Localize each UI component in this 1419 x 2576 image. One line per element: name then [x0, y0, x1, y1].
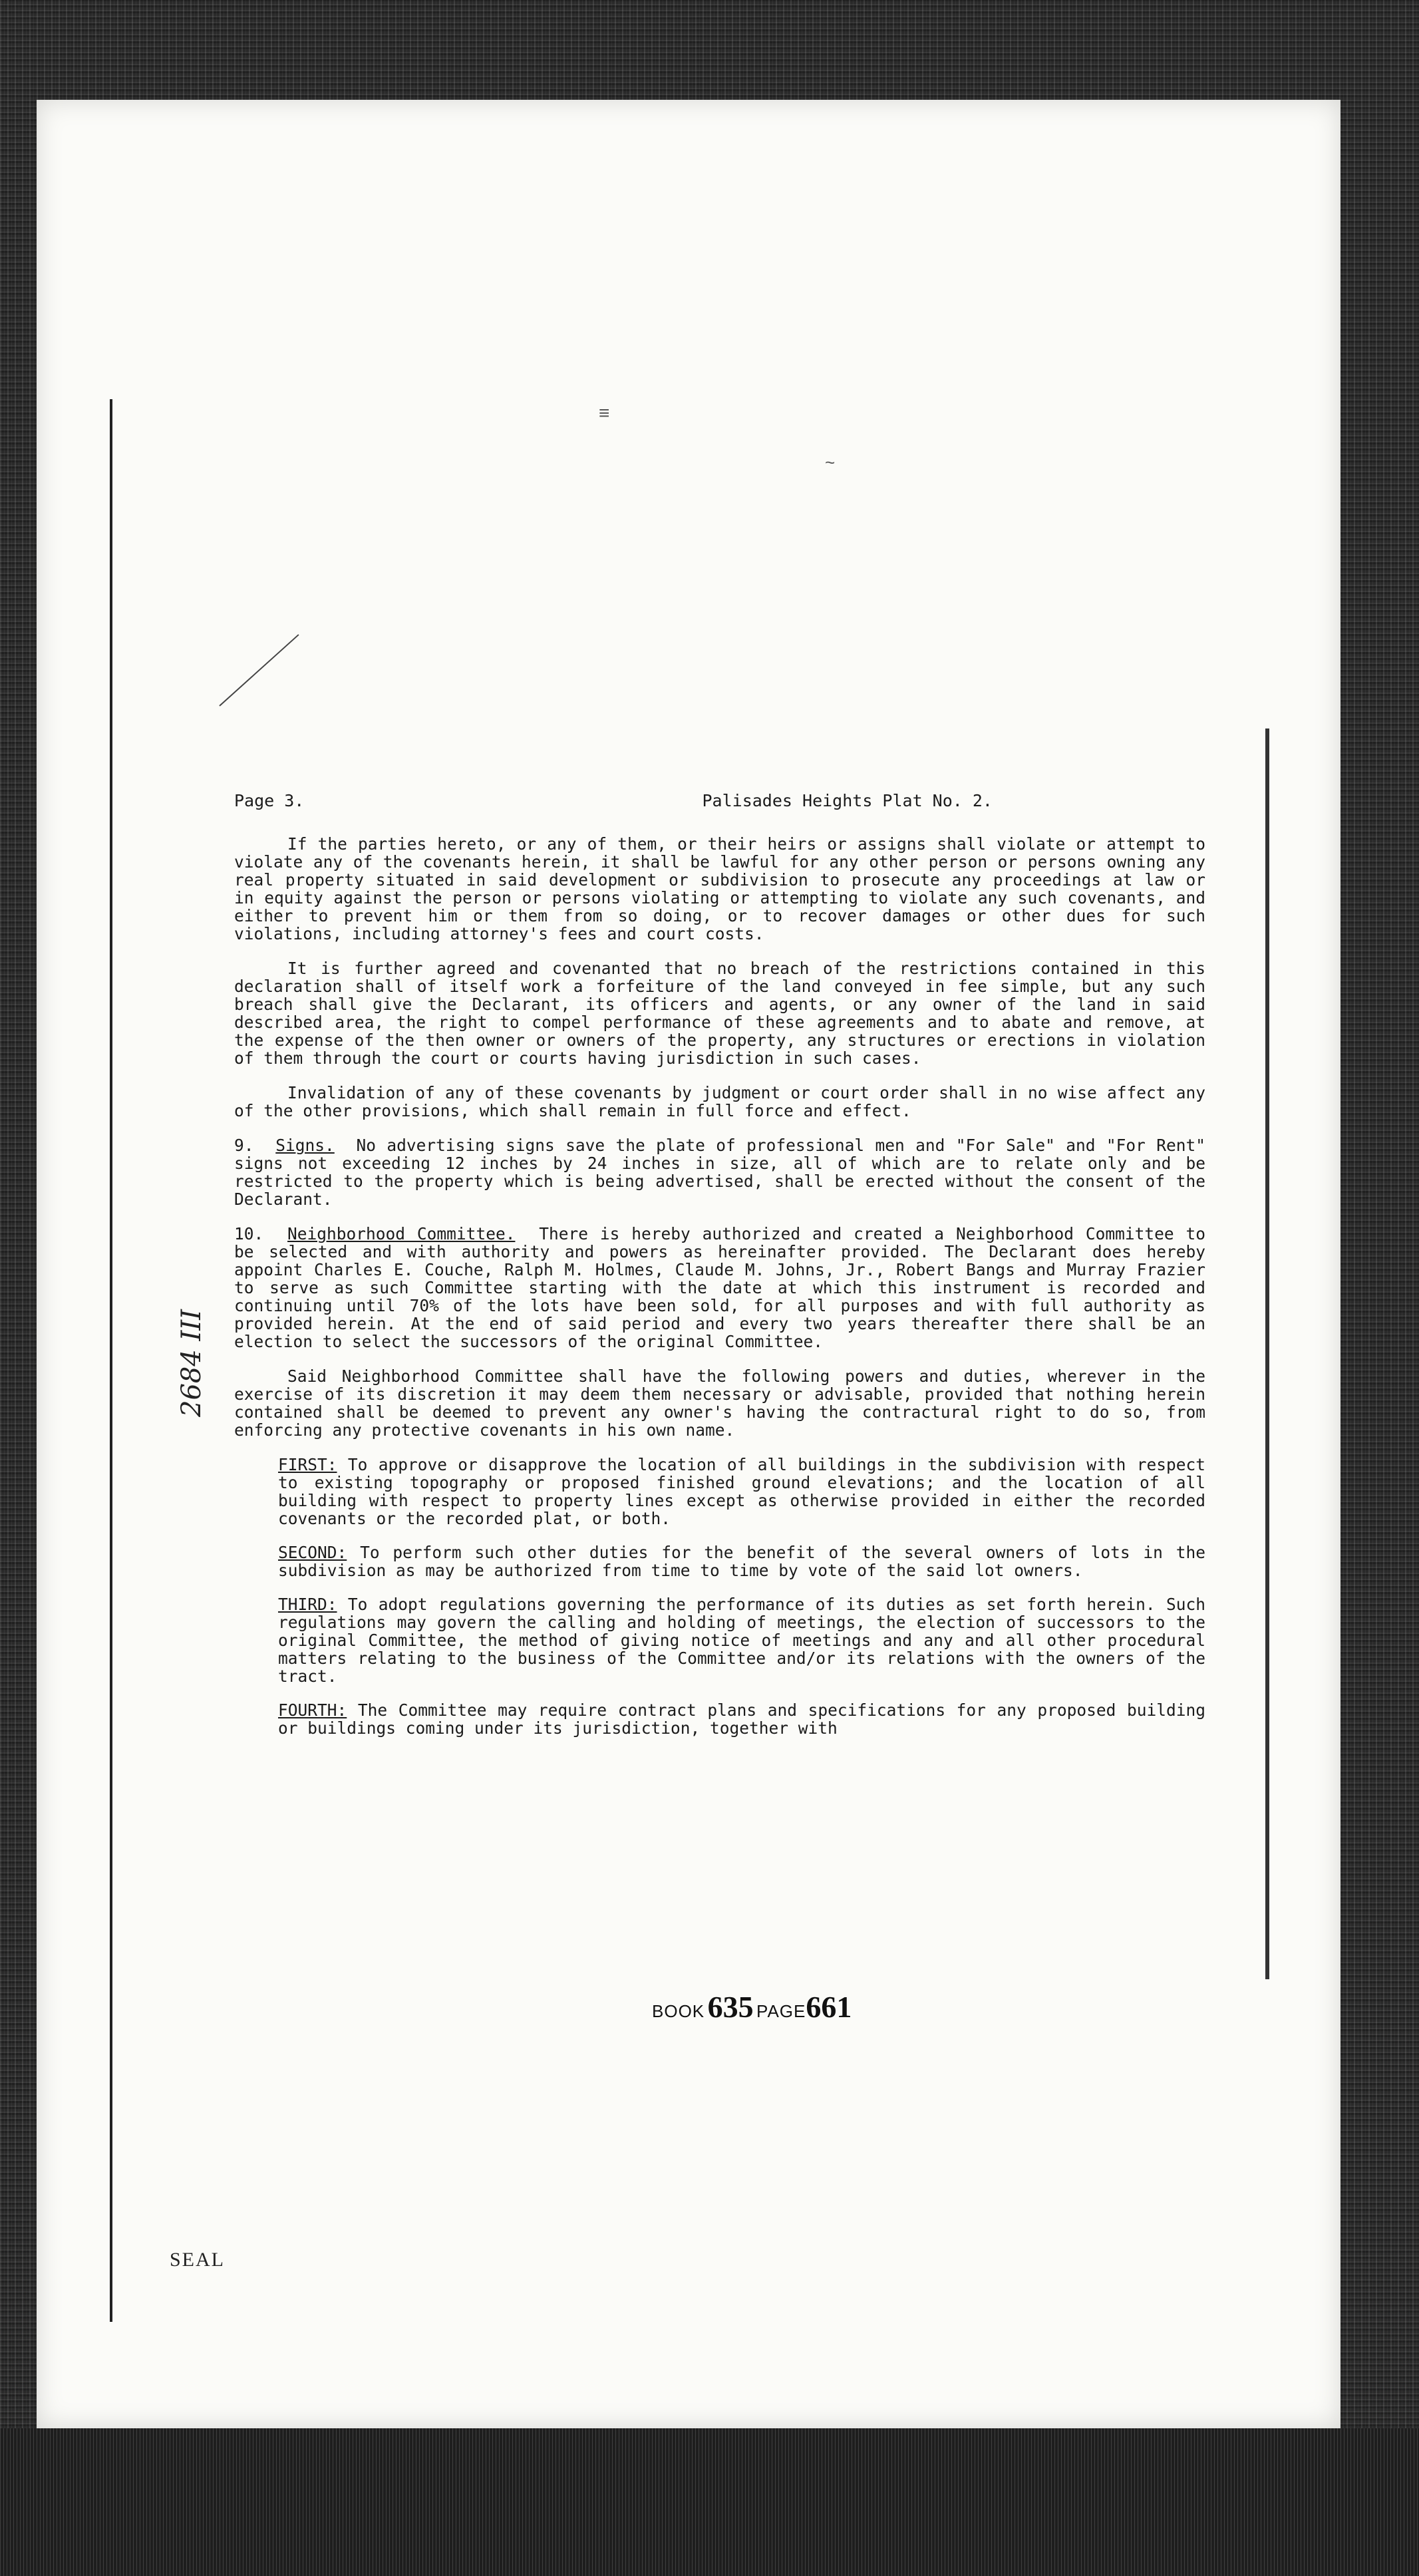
- scanner-border: [0, 2428, 1419, 2576]
- clause-label: SECOND:: [278, 1543, 347, 1562]
- clause-label: FOURTH:: [278, 1700, 347, 1720]
- book-label: BOOK: [652, 2001, 705, 2021]
- book-page-stamp: [652, 1989, 852, 2024]
- section-neighborhood-committee: [234, 1225, 1205, 1351]
- clause-text: The Committee may require contract plans and specifications for any proposed building or buildings coming under its jurisdiction, together with: [278, 1700, 1205, 1738]
- page-label: Page 3.: [234, 791, 305, 810]
- section-signs: [234, 1136, 1205, 1208]
- scan-artifact: ≡: [599, 402, 610, 423]
- section-heading: Neighborhood Committee.: [287, 1224, 516, 1243]
- clause-fourth: [278, 1701, 1205, 1737]
- clause-first: [278, 1456, 1205, 1528]
- section-body: No advertising signs save the plate of professional men and "For Sale" and "For Rent" signs not exceeding 12 inches by 24 inches in size, all of which are to relate only and be restricted to the property which is being advertised, shall be erected without the consent of the Declarant.: [234, 1136, 1205, 1209]
- clause-label: FIRST:: [278, 1455, 337, 1474]
- clause-label: THIRD:: [278, 1595, 337, 1614]
- attached-sheet-edge: [110, 399, 112, 2322]
- margin-bracket: [1265, 728, 1269, 1979]
- page-stamp-label: PAGE: [756, 2001, 806, 2021]
- clause-text: To approve or disapprove the location of all buildings in the subdivision with respect to existing topography or proposed finished ground elevations; and the location of all building with respect to property lines except as otherwise provided in either the recorded covenants or the recorded plat, or both.: [278, 1455, 1205, 1528]
- paragraph-powers-duties: Said Neighborhood Committee shall have the following powers and duties, wherever in the exercise of its discretion it may deem them necessary or advisable, provided that nothing herein contained shall be deemed to prevent any owner's having the contractural right to do so, from enforcing any protective covenants in his own name.: [234, 1367, 1205, 1440]
- clause-third: [278, 1595, 1205, 1685]
- page-header: [234, 792, 1205, 810]
- page-number: 661: [806, 1990, 852, 2024]
- section-body: There is hereby authorized and created a Neighborhood Committee to be selected and with authority and powers as hereinafter provided. The Declarant does hereby appoint Charles E. Couche, Ralph M. Holmes, Claude M. Johns, Jr., Robert Bangs and Murray Frazier to serve as such Committee starting with the date at which this instrument is recorded and continuing until 70% of the lots have been sold, for all purposes and with full authority as provided herein. At the end of said period and every two years thereafter there shall be an election to select the successors of the original Committee.: [234, 1224, 1205, 1351]
- seal-mark: SEAL: [170, 2249, 225, 2271]
- paragraph-invalidation: Invalidation of any of these covenants by judgment or court order shall in no wise affect any of the other provisions, which shall remain in full force and effect.: [234, 1083, 1205, 1120]
- clause-text: To adopt regulations governing the performance of its duties as set forth herein. Such regulations may govern the calling and holding of meetings, the election of successors to the original Committee, the method of giving notice of meetings and any and all other procedural matters relating to the business of the Committee and/or its relations with the owners of the tract.: [278, 1595, 1205, 1686]
- section-heading: Signs.: [275, 1136, 335, 1155]
- margin-annotation: 2684 III: [176, 1309, 207, 1417]
- scan-artifact: ~: [825, 452, 836, 472]
- clause-second: [278, 1543, 1205, 1579]
- section-number: 9.: [234, 1136, 254, 1155]
- document-body: [234, 792, 1205, 1753]
- section-number: 10.: [234, 1224, 264, 1243]
- book-number: 635: [707, 1990, 754, 2024]
- document-title: Palisades Heights Plat No. 2.: [702, 791, 993, 810]
- clause-text: To perform such other duties for the benefit of the several owners of lots in the subdivision as may be authorized from time to time by vote of the said lot owners.: [278, 1543, 1205, 1580]
- paragraph-no-forfeiture: It is further agreed and covenanted that no breach of the restrictions contained in this declaration shall of itself work a forfeiture of the land conveyed in fee simple, but any such breach shall give the Declarant, its officers and agents, or any owner of the land in said described area, the right to compel performance of these agreements and to abate and remove, at the expense of the then owner or owners of the property, any structures or erections in violation of them through the court or courts having jurisdiction in such cases.: [234, 959, 1205, 1068]
- paragraph-violation: If the parties hereto, or any of them, or their heirs or assigns shall violate or attempt to violate any of the covenants herein, it shall be lawful for any other person or persons owning any real property situated in said development or subdivision to prosecute any proceedings at law or in equity against the person or persons violating or attempting to violate any such covenants, and either to prevent him or them from so doing, or to recover damages or other dues for such violations, including attorney's fees and court costs.: [234, 834, 1205, 943]
